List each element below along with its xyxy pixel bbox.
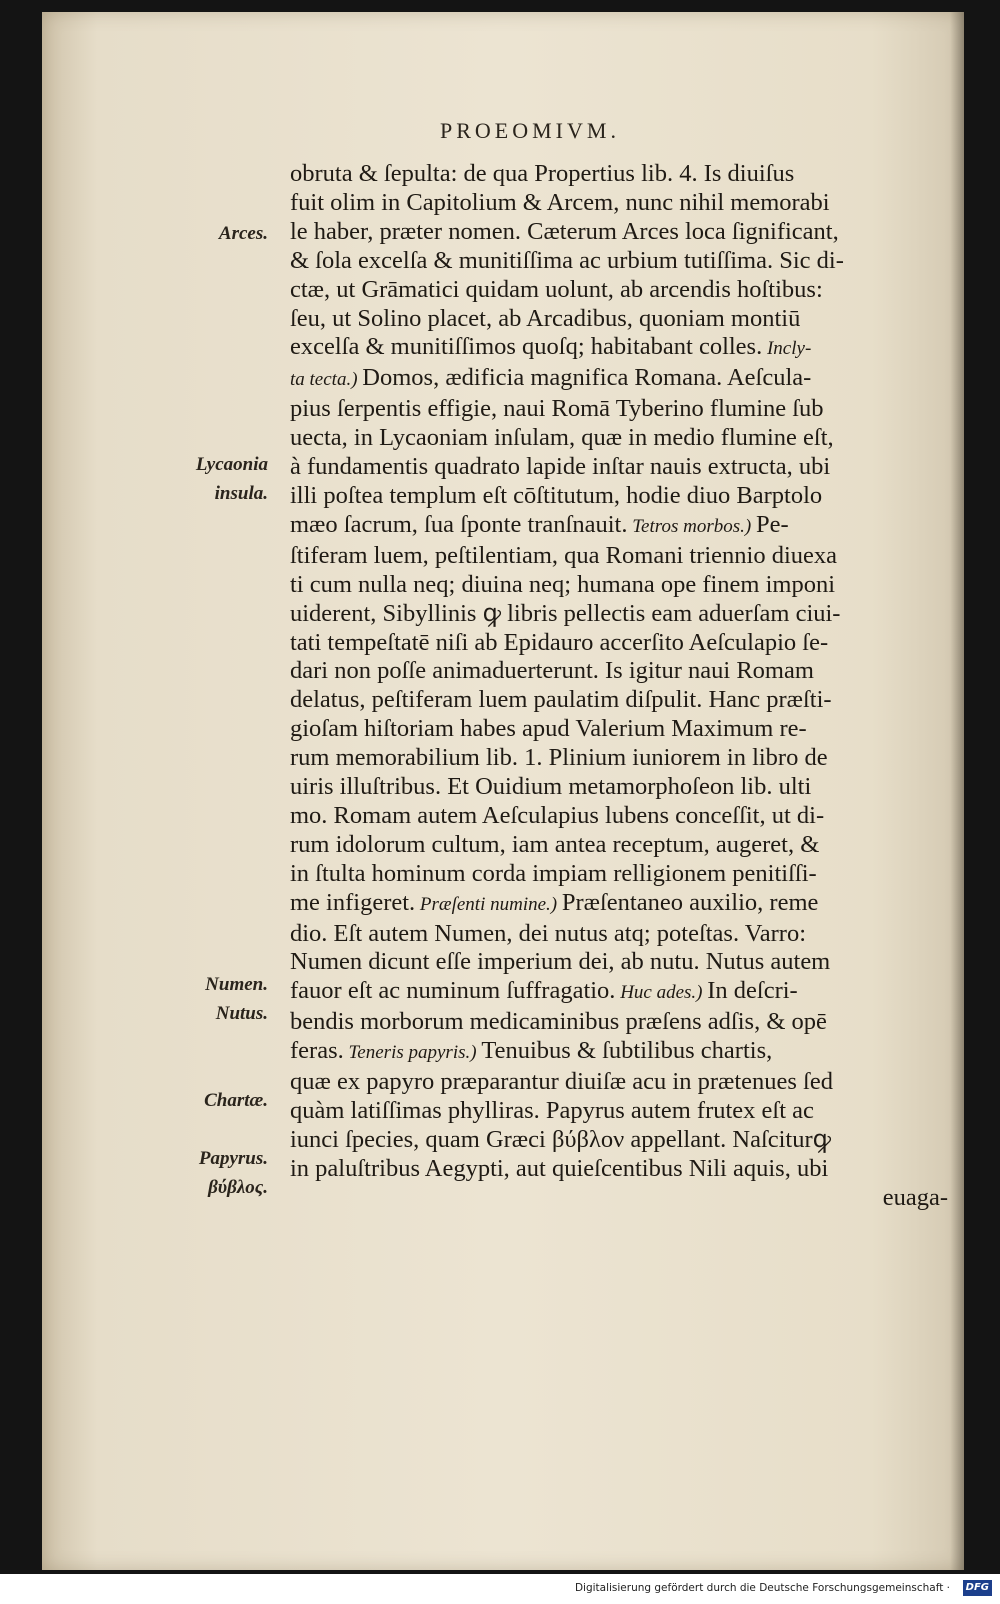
lemma: Teneris papyris.) (343, 1042, 482, 1064)
text-span: in ſtulta hominum corda impiam relligionem penitiſſi- (290, 859, 817, 887)
text-span: ſtiferam luem, peſtilentiam, qua Romani triennio diuexa (290, 541, 838, 569)
text-span: Numen dicunt eſſe imperium dei, ab nutu. Nutus autem (290, 948, 831, 976)
text-span: me infigeret. (290, 888, 416, 916)
text-span: In deſcri- (707, 977, 798, 1005)
text-line (290, 160, 948, 189)
text-span: tati tempeſtatē niſi ab Epidauro accerſito Aeſculapio ſe- (290, 628, 829, 656)
text-line (290, 889, 948, 920)
text-line (290, 364, 948, 395)
margin-note: Nutus. (215, 1003, 268, 1025)
text-span: fuit olim in Capitolium & Arcem, nunc nihil memorabi (290, 188, 830, 216)
text-line (290, 744, 948, 773)
text-line (290, 657, 948, 686)
text-line (290, 1184, 948, 1213)
text-span: Domos, ædificia magnifica Romana. Aeſcula- (362, 364, 812, 392)
text-line (290, 333, 948, 364)
text-span: à fundamentis quadrato lapide inſtar nauis extructa, ubi (290, 453, 831, 481)
body-text (290, 160, 948, 1213)
text-line (290, 802, 948, 831)
text-span: iunci ſpecies, quam Græci βύβλον appellant. Naſciturꝙ (290, 1125, 832, 1153)
text-span: illi poſtea templum eſt cōſtitutum, hodie diuo Barptolo (290, 481, 823, 509)
text-line (290, 276, 948, 305)
text-span: uecta, in Lycaoniam inſulam, quæ in medio flumine eſt, (290, 424, 834, 452)
text-line (290, 773, 948, 802)
text-line (290, 395, 948, 424)
text-line (290, 1126, 948, 1155)
text-line (290, 600, 948, 629)
text-span: dio. Eſt autem Numen, dei nutus atq; poteſtas. Varro: (290, 919, 806, 947)
text-line (290, 686, 948, 715)
text-line (290, 482, 948, 511)
lemma: Huc ades.) (615, 982, 708, 1004)
text-span: rum memorabilium lib. 1. Plinium iuniorem in libro de (290, 744, 828, 772)
text-span: bendis morborum medicaminibus præſens adſis, & opē (290, 1008, 827, 1036)
text-span: quæ ex papyro præparantur diuiſæ acu in prætenues ſed (290, 1068, 833, 1096)
text-line (290, 571, 948, 600)
text-line (290, 629, 948, 658)
text-line (290, 920, 948, 949)
text-span: in paluſtribus Aegypti, aut quieſcentibus Nili aquis, ubi (290, 1154, 829, 1182)
margin-note: βύβλος. (208, 1176, 268, 1198)
text-line (290, 1097, 948, 1126)
text-span: uiderent, Sibyllinis ꝙ libris pellectis eam aduerſam ciui- (290, 599, 841, 627)
margin-note: Lycaonia (195, 454, 268, 475)
text-span: Pe- (755, 510, 789, 538)
text-span: uiris illuſtribus. Et Ouidium metamorphoſeon lib. ulti (290, 773, 812, 801)
lemma: ta tecta.) (290, 369, 363, 391)
text-span: fauor eſt ac numinum ſuffragatio. (290, 977, 616, 1005)
text-span: obruta & ſepulta: de qua Propertius lib. 4. Is diuiſus (290, 160, 795, 187)
text-span: pius ſerpentis effigie, naui Romā Tyberino flumine ſub (290, 395, 824, 423)
margin-note: Numen. (205, 974, 268, 996)
text-span: feras. (290, 1037, 344, 1065)
text-line (290, 218, 948, 247)
text-span: mæo ſacrum, ſua ſponte tranſnauit. (290, 510, 628, 538)
text-span: gioſam hiſtoriam habes apud Valerium Maximum re- (290, 715, 807, 743)
text-line (290, 305, 948, 334)
text-span: delatus, peſtiferam luem paulatim diſpulit. Hanc præſti- (290, 686, 832, 714)
text-line (290, 1008, 948, 1037)
lemma: Tetros morbos.) (627, 515, 756, 537)
margin-note: Papyrus. (198, 1147, 268, 1169)
text-span: mo. Romam autem Aeſculapius lubens conceſſit, ut di- (290, 801, 825, 829)
margin-note: insula. (214, 482, 268, 504)
text-line (290, 1037, 948, 1068)
text-span: quàm latiſſimas phylliras. Papyrus autem frutex eſt ac (290, 1097, 814, 1124)
text-span: ſeu, ut Solino placet, ab Arcadibus, quoniam montiū (290, 304, 801, 332)
text-line (290, 1068, 948, 1097)
text-span: excelſa & munitiſſimos quoſq; habitabant colles. (290, 333, 763, 361)
text-line (290, 860, 948, 889)
text-line (290, 1155, 948, 1184)
text-line (290, 977, 948, 1008)
text-line (290, 247, 948, 276)
text-span: dari non poſſe animaduerterunt. Is igitur naui Romam (290, 657, 814, 685)
text-line (290, 453, 948, 482)
footer-credit: Digitalisierung gefördert durch die Deutsche Forschungsgemeinschaft · (574, 1582, 950, 1594)
margin-note: Chartæ. (204, 1089, 268, 1111)
text-span: ctæ, ut Grāmatici quidam uolunt, ab arcendis hoſtibus: (290, 275, 823, 303)
margin-note: Arces. (218, 222, 268, 244)
lemma: Incly- (762, 338, 812, 360)
lemma: Præſenti numine.) (415, 893, 562, 915)
running-head: PROEOMIVM. (440, 118, 620, 143)
text-line (290, 424, 948, 453)
dfg-logo: DFG (963, 1580, 992, 1596)
text-line (290, 189, 948, 218)
text-span: ti cum nulla neq; diuina neq; humana ope finem imponi (290, 570, 836, 598)
text-span: Præſentaneo auxilio, reme (561, 888, 819, 916)
page-edge-shadow (950, 12, 964, 1570)
text-span: & ſola excelſa & munitiſſima ac urbium tutiſſima. Sic di- (290, 246, 844, 274)
text-line (290, 542, 948, 571)
text-line (290, 511, 948, 542)
text-span: Tenuibus & ſubtilibus chartis, (481, 1037, 773, 1065)
text-line (290, 715, 948, 744)
text-span: rum idolorum cultum, iam antea receptum, augeret, & (290, 830, 820, 858)
text-line (290, 948, 948, 977)
text-line (290, 831, 948, 860)
text-span: euaga- (882, 1183, 948, 1211)
text-span: le haber, præter nomen. Cæterum Arces loca ſignificant, (290, 217, 839, 245)
